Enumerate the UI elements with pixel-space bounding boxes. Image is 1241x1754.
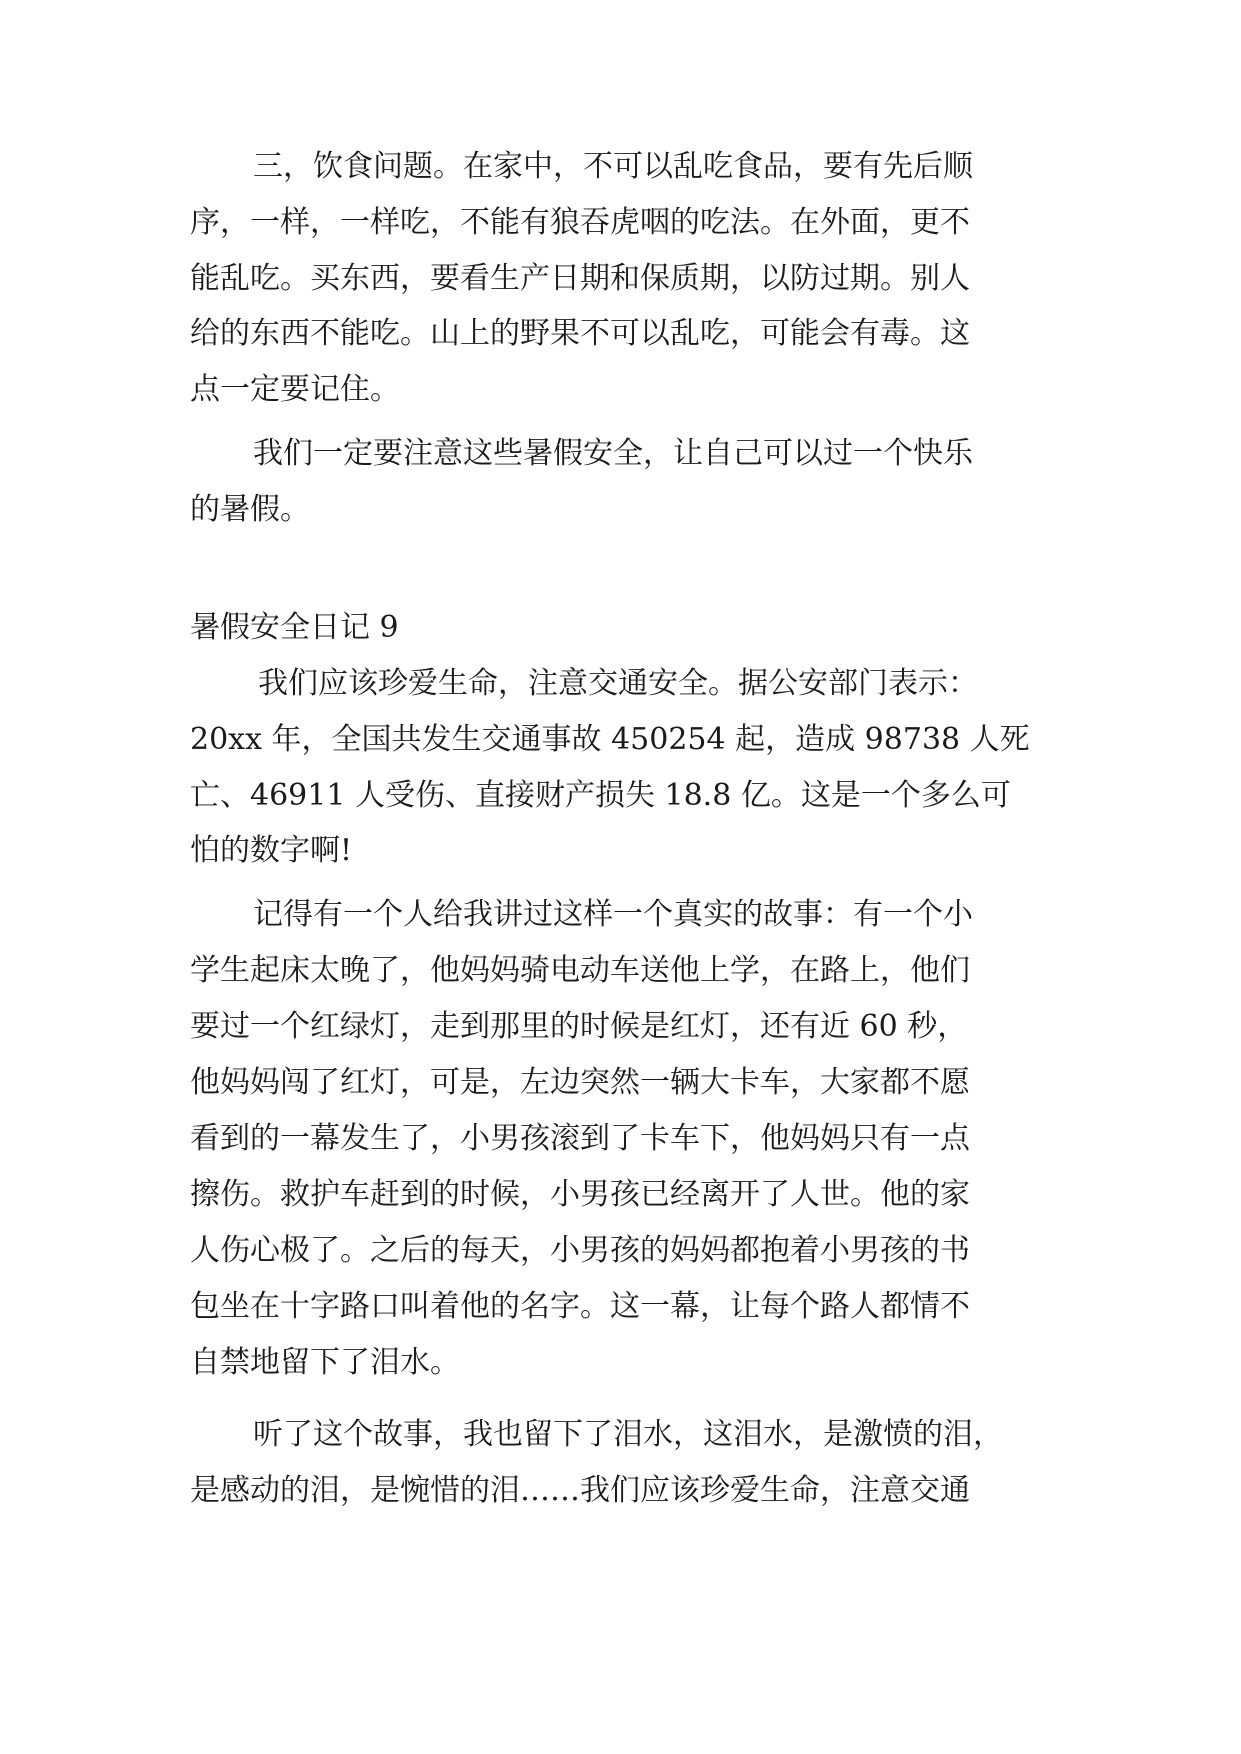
text-line: 他妈妈闯了红灯，可是，左边突然一辆大卡车，大家都不愿: [190, 1065, 970, 1100]
text-line: 我们一定要注意这些暑假安全，让自己可以过一个快乐: [253, 436, 973, 471]
text-line: 20xx 年，全国共发生交通事故 450254 起，造成 98738 人死: [190, 722, 1030, 757]
text-line: 给的东西不能吃。山上的野果不可以乱吃，可能会有毒。这: [190, 316, 970, 351]
text-line: 包坐在十字路口叫着他的名字。这一幕，让每个路人都情不: [190, 1289, 970, 1324]
section-title: 暑假安全日记 9: [190, 610, 399, 645]
text-line: 学生起床太晚了，他妈妈骑电动车送他上学，在路上，他们: [190, 953, 970, 988]
text-line: 点一定要记住。: [190, 372, 400, 407]
text-line: 要过一个红绿灯，走到那里的时候是红灯，还有近 60 秒，: [190, 1009, 968, 1044]
text-line: 能乱吃。买东西，要看生产日期和保质期，以防过期。别人: [190, 261, 970, 296]
text-line: 擦伤。救护车赶到的时候，小男孩已经离开了人世。他的家: [190, 1177, 970, 1212]
text-line: 听了这个故事，我也留下了泪水，这泪水，是激愤的泪，: [253, 1417, 1003, 1452]
text-line: 亡、46911 人受伤、直接财产损失 18.8 亿。这是一个多么可: [190, 778, 1011, 813]
text-line: 的暑假。: [190, 492, 310, 527]
text-line: 是感动的泪，是惋惜的泪……我们应该珍爱生命，注意交通: [190, 1473, 970, 1508]
text-line: 记得有一个人给我讲过这样一个真实的故事：有一个小: [253, 897, 973, 932]
text-line: 序，一样，一样吃，不能有狼吞虎咽的吃法。在外面，更不: [190, 205, 970, 240]
text-line: 自禁地留下了泪水。: [190, 1345, 460, 1380]
text-line: 看到的一幕发生了，小男孩滚到了卡车下，他妈妈只有一点: [190, 1121, 970, 1156]
text-line: 我们应该珍爱生命，注意交通安全。据公安部门表示：: [258, 666, 978, 701]
text-line: 三，饮食问题。在家中，不可以乱吃食品，要有先后顺: [253, 149, 973, 184]
text-line: 怕的数字啊!: [190, 833, 353, 868]
text-line: 人伤心极了。之后的每天，小男孩的妈妈都抱着小男孩的书: [190, 1233, 970, 1268]
